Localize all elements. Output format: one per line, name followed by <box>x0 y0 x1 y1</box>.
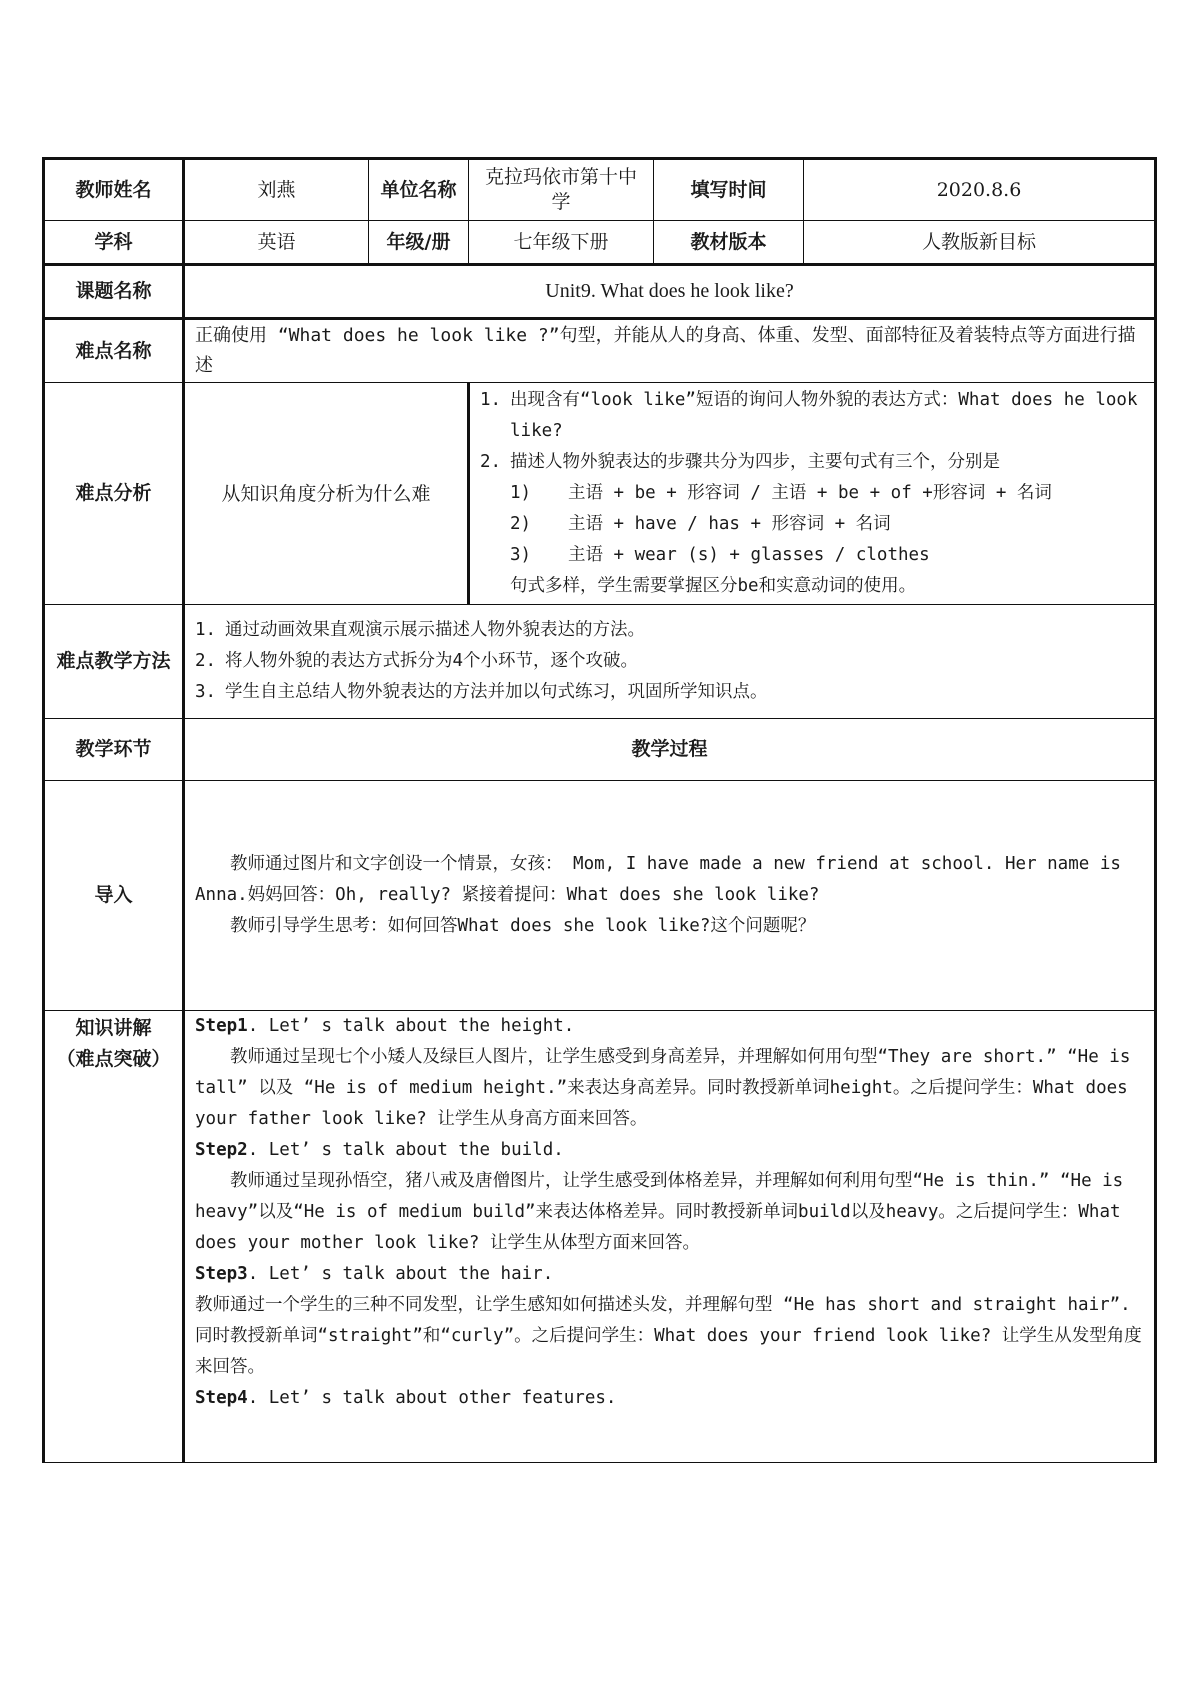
difficulty-name-value: 正确使用 “What does he look like ?”句型，并能从人的身高、体重、发型、面部特征及着装特点等方面进行描述 <box>184 319 1156 383</box>
teacher-name-value: 刘燕 <box>184 159 369 221</box>
intro-label: 导入 <box>44 781 184 1011</box>
pattern-text: 主语 + have / has + 形容词 + 名词 <box>568 514 891 534</box>
difficulty-name-row <box>44 319 1156 383</box>
teaching-method-row <box>44 605 1156 719</box>
intro-paragraph-2: 教师引导学生思考：如何回答What does she look like?这个问题呢？ <box>230 916 816 936</box>
knowledge-label-line-2: （难点突破） <box>56 1048 171 1070</box>
grade-value: 七年级下册 <box>469 221 654 265</box>
knowledge-label <box>44 1011 184 1463</box>
subject-label: 学科 <box>44 221 184 265</box>
topic-value: Unit9. What does he look like? <box>184 265 1156 319</box>
item-text: 将人物外貌的表达方式拆分为4个小环节，逐个攻破。 <box>225 651 639 671</box>
topic-label: 课题名称 <box>44 265 184 319</box>
item-number: 1. <box>195 620 217 640</box>
item-number: 3. <box>195 682 217 702</box>
pattern-number: 1) <box>510 483 532 503</box>
pattern-number: 3) <box>510 545 532 565</box>
step-title: . Let’ s talk about other features. <box>247 1388 617 1408</box>
intro-row <box>44 781 1156 1011</box>
analysis-item-1 <box>480 385 1144 447</box>
difficulty-analysis-label: 难点分析 <box>44 383 184 605</box>
teaching-method-label: 难点教学方法 <box>44 605 184 719</box>
step-title: . Let’ s talk about the hair. <box>247 1264 554 1284</box>
item-number: 1. <box>480 390 502 410</box>
step-label: Step4 <box>195 1388 248 1408</box>
step-3-heading <box>195 1259 1144 1290</box>
fill-date-label: 填写时间 <box>654 159 804 221</box>
lesson-plan-table <box>42 157 1157 1463</box>
teacher-name-label: 教师姓名 <box>44 159 184 221</box>
subject-value: 英语 <box>184 221 369 265</box>
pattern-number: 2) <box>510 514 532 534</box>
step-1-body: 教师通过呈现七个小矮人及绿巨人图片，让学生感受到身高差异，并理解如何用句型“They are short.” “He is tall” 以及 “He is of medium height.”来表达身高差异。同时教授新单词height。之后提问学生：What does your father look like? 让学生从身高方面来回答。 <box>195 1047 1131 1129</box>
edition-value: 人教版新目标 <box>804 221 1156 265</box>
pattern-3 <box>480 540 1144 571</box>
teaching-process-label: 教学过程 <box>184 719 1156 781</box>
step-title: . Let’ s talk about the build. <box>247 1140 564 1160</box>
knowledge-content <box>184 1011 1156 1463</box>
teaching-method-content <box>184 605 1156 719</box>
item-text: 通过动画效果直观演示展示描述人物外貌表达的方法。 <box>225 620 645 640</box>
fill-date-value: 2020.8.6 <box>804 159 1156 221</box>
item-number: 2. <box>195 651 217 671</box>
step-label: Step3 <box>195 1264 248 1284</box>
step-2-heading <box>195 1135 1144 1166</box>
difficulty-name-label: 难点名称 <box>44 319 184 383</box>
process-header-row <box>44 719 1156 781</box>
step-3-body: 教师通过一个学生的三种不同发型，让学生感知如何描述头发，并理解句型 “He has short and straight hair”.同时教授新单词“straight”和“curly”。之后提问学生：What does your friend look like? 让学生从发型角度来回答。 <box>195 1295 1142 1377</box>
difficulty-analysis-row <box>44 383 1156 605</box>
step-label: Step1 <box>195 1016 248 1036</box>
edition-label: 教材版本 <box>654 221 804 265</box>
method-item-2 <box>195 646 1144 677</box>
method-item-3 <box>195 677 1144 708</box>
step-label: Step2 <box>195 1140 248 1160</box>
knowledge-label-line-1: 知识讲解 <box>75 1017 152 1039</box>
pattern-text: 主语 + wear (s) + glasses / clothes <box>568 545 930 565</box>
item-number: 2. <box>480 452 502 472</box>
intro-content <box>184 781 1156 1011</box>
intro-paragraph-1: 教师通过图片和文字创设一个情景，女孩： Mom, I have made a new friend at school. Her name is Anna.妈妈回答：Oh, really? 紧接着提问：What does she look like? <box>195 854 1121 905</box>
step-4-heading <box>195 1383 1144 1414</box>
item-text: 描述人物外貌表达的步骤共分为四步，主要句式有三个，分别是 <box>510 452 1000 472</box>
step-2-body: 教师通过呈现孙悟空，猪八戒及唐僧图片，让学生感受到体格差异，并理解如何利用句型“He is thin.” “He is heavy”以及“He is of medium build”来表达体格差异。同时教授新单词build以及heavy。之后提问学生：What does your mother look like? 让学生从体型方面来回答。 <box>195 1171 1124 1253</box>
pattern-2 <box>480 509 1144 540</box>
item-text: 学生自主总结人物外貌表达的方法并加以句式练习，巩固所学知识点。 <box>225 682 768 702</box>
pattern-text: 主语 + be + 形容词 / 主语 + be + of +形容词 + 名词 <box>568 483 1052 503</box>
topic-row <box>44 265 1156 319</box>
method-item-1 <box>195 615 1144 646</box>
pattern-1 <box>480 478 1144 509</box>
header-row-2 <box>44 221 1156 265</box>
unit-name-value: 克拉玛依市第十中学 <box>469 159 654 221</box>
analysis-content <box>469 383 1156 605</box>
knowledge-row <box>44 1011 1156 1463</box>
item-text: 出现含有“look like”短语的询问人物外貌的表达方式：What does he look like? <box>510 390 1138 441</box>
teaching-stage-label: 教学环节 <box>44 719 184 781</box>
step-1-heading <box>195 1011 1144 1042</box>
header-row-1 <box>44 159 1156 221</box>
grade-label: 年级/册 <box>369 221 469 265</box>
unit-name-label: 单位名称 <box>369 159 469 221</box>
step-title: . Let’ s talk about the height. <box>247 1016 575 1036</box>
analysis-perspective-label: 从知识角度分析为什么难 <box>184 383 469 605</box>
analysis-note: 句式多样，学生需要掌握区分be和实意动词的使用。 <box>510 576 917 596</box>
analysis-item-2 <box>480 447 1144 478</box>
